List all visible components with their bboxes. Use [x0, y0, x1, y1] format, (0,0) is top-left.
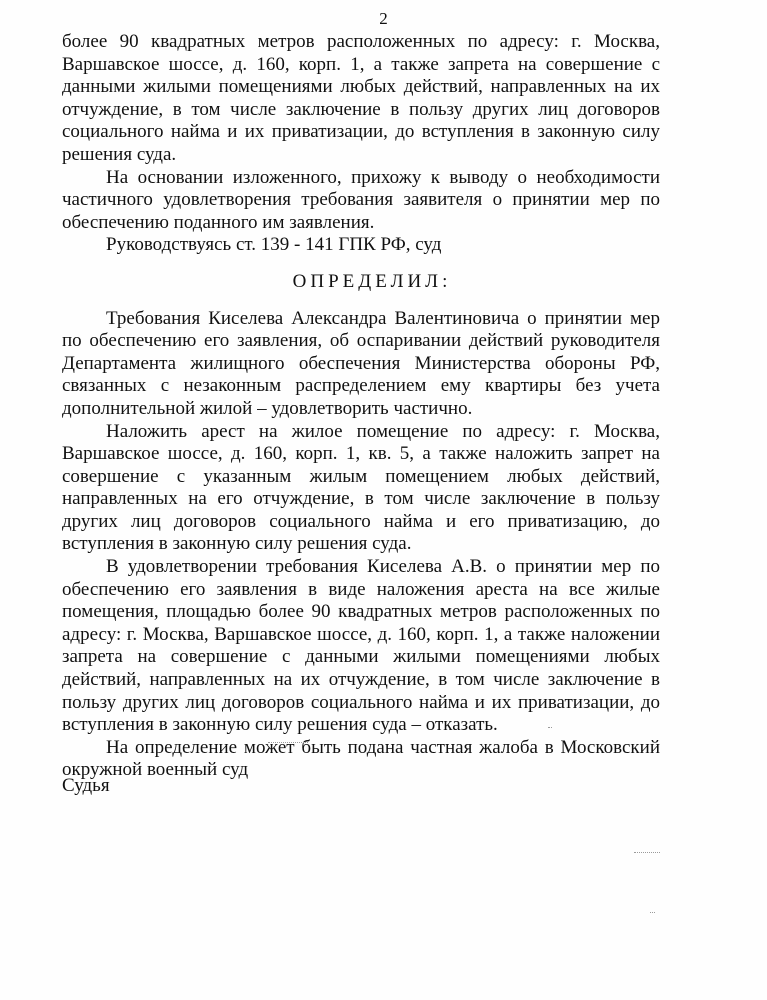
ruling-heading: ОПРЕДЕЛИЛ: — [292, 270, 452, 292]
ruling-paragraph-appeal: На определение может быть подана частная жалоба в Московский окружной военный суд — [62, 736, 660, 781]
legal-basis-paragraph: Руководствуясь ст. 139 - 141 ГПК РФ, суд — [106, 234, 442, 256]
scan-artifact — [634, 852, 660, 853]
scan-artifact — [650, 912, 655, 913]
conclusion-paragraph: На основании изложенного, прихожу к выводу о необходимости частичного удовлетворения требования заявителя о принятии мер по обеспечению поданного им заявления. — [62, 166, 660, 233]
continuation-paragraph: более 90 квадратных метров расположенных по адресу: г. Москва, Варшавское шоссе, д. 160, корп. 1, а также запрета на совершение с данными жилыми помещениями любых действий, направленных на их отчуждение, в том числе заключение в пользу других лиц договоров социального найма и их приватизации, до вступления в законную силу решения суда. — [62, 31, 660, 165]
scan-artifact — [268, 742, 308, 743]
document-body — [62, 31, 660, 782]
ruling-paragraph-partial-satisfaction: Требования Киселева Александра Валентиновича о принятии мер по обеспечению его заявления, об оспаривании действий руководителя Департамента жилищного обеспечения Министерства обороны РФ, связанных с незаконным распределением ему квартиры без учета дополнительной жилой – удовлетворить частично. — [62, 307, 660, 419]
judge-signature-label: Судья — [62, 775, 110, 796]
page-number: 2 — [379, 9, 388, 28]
ruling-paragraph-refusal: В удовлетворении требования Киселева А.В. о принятии мер по обеспечению его заявления в виде наложения ареста на все жилые помещения, площадью более 90 квадратных метров расположенных по адресу: г. Москва, Варшавское шоссе, д. 160, корп. 1, а также наложении запрета на совершение с данными жилыми помещениями любых действий, направленных на их отчуждение, в том числе заключение в пользу других лиц договоров социального найма и их приватизации, до вступления в законную силу решения суда – отказать. — [62, 556, 660, 736]
scan-artifact — [548, 727, 552, 728]
ruling-paragraph-arrest: Наложить арест на жилое помещение по адресу: г. Москва, Варшавское шоссе, д. 160, корп. 1, кв. 5, а также наложить запрет на совершение с указанным жилым помещением любых действий, направленных на его отчуждение, в том числе заключение в пользу других лиц договоров социального найма и его приватизацию, до вступления в законную силу решения суда. — [62, 420, 660, 555]
